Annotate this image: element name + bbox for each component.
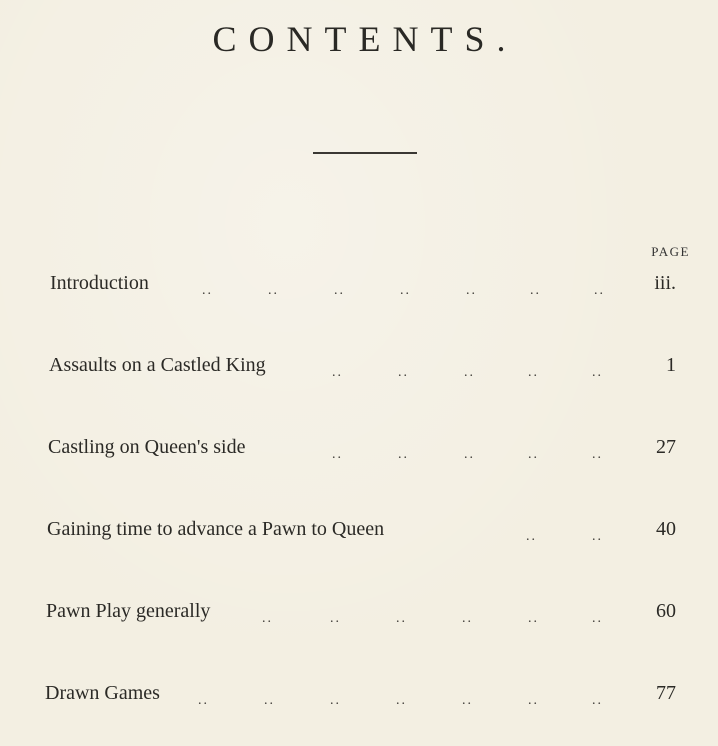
dot-leader: .. xyxy=(264,693,275,708)
dot-leader: .. xyxy=(592,365,603,380)
toc-entry-title: Drawn Games xyxy=(45,682,160,704)
dot-leader: .. xyxy=(526,529,537,544)
toc-entry[interactable] xyxy=(0,600,718,630)
dot-leader: .. xyxy=(330,693,341,708)
page-column-heading: PAGE xyxy=(651,244,690,259)
toc-entry-page: 1 xyxy=(666,354,676,376)
page-title: CONTENTS. xyxy=(212,19,518,59)
toc-entry-title: Gaining time to advance a Pawn to Queen xyxy=(47,518,385,540)
dot-leader: .. xyxy=(530,283,541,298)
dot-leader: .. xyxy=(332,447,343,462)
toc-entry-page: 60 xyxy=(656,600,676,622)
dot-leader: .. xyxy=(528,611,539,626)
dot-leader: .. xyxy=(462,693,473,708)
dot-leader: .. xyxy=(462,611,473,626)
toc-entry-title: Castling on Queen's side xyxy=(48,436,246,458)
toc-entry-page: iii. xyxy=(654,272,676,294)
dot-leader: .. xyxy=(400,283,411,298)
dot-leader: .. xyxy=(396,611,407,626)
dot-leader: .. xyxy=(528,693,539,708)
toc-entry-page: 40 xyxy=(656,518,676,540)
dot-leader: .. xyxy=(464,365,475,380)
dot-leader: .. xyxy=(330,611,341,626)
toc-entry-title: Introduction xyxy=(50,272,149,294)
dot-leader: .. xyxy=(332,365,343,380)
dot-leader: .. xyxy=(334,283,345,298)
dot-leader: .. xyxy=(464,447,475,462)
dot-leader: .. xyxy=(262,611,273,626)
toc-entry-title: Assaults on a Castled King xyxy=(49,354,266,376)
toc-entry-title: Pawn Play generally xyxy=(46,600,211,622)
dot-leader: .. xyxy=(528,365,539,380)
dot-leader: .. xyxy=(528,447,539,462)
toc-entry[interactable] xyxy=(0,518,718,548)
toc-entry[interactable] xyxy=(0,272,718,302)
dot-leader: .. xyxy=(592,611,603,626)
dot-leader: .. xyxy=(594,283,605,298)
dot-leader: .. xyxy=(592,693,603,708)
dot-leader: .. xyxy=(398,365,409,380)
toc-entry[interactable] xyxy=(0,682,718,712)
dot-leader: .. xyxy=(592,447,603,462)
dot-leader: .. xyxy=(396,693,407,708)
toc-entry[interactable] xyxy=(0,436,718,466)
dot-leader: .. xyxy=(198,693,209,708)
toc-entry-page: 27 xyxy=(656,436,676,458)
toc-entry[interactable] xyxy=(0,354,718,384)
dot-leader: .. xyxy=(268,283,279,298)
dot-leader: .. xyxy=(202,283,213,298)
dot-leader: .. xyxy=(466,283,477,298)
title-rule xyxy=(313,152,417,154)
dot-leader: .. xyxy=(592,529,603,544)
toc-entry-page: 77 xyxy=(656,682,676,704)
dot-leader: .. xyxy=(398,447,409,462)
